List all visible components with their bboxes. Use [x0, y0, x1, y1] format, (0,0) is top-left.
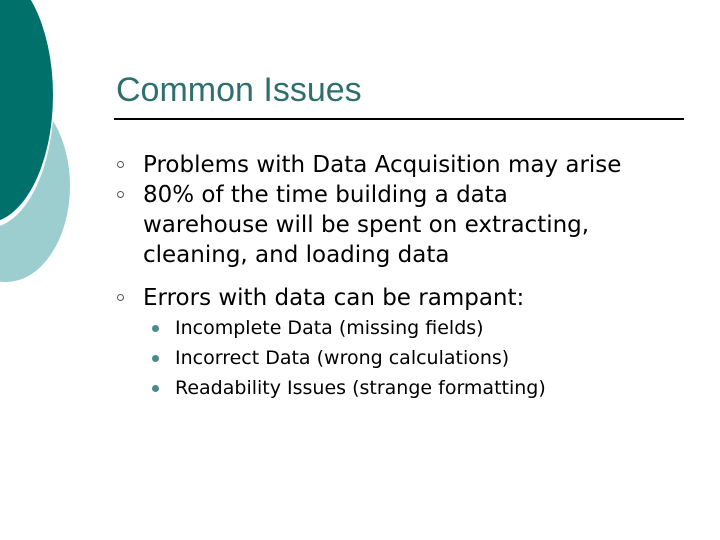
hollow-circle-bullet-icon — [117, 191, 124, 198]
hollow-circle-bullet-icon — [117, 294, 124, 301]
decorative-circles — [0, 0, 120, 300]
title-underline — [114, 118, 684, 120]
sub-bullet-text: Incorrect Data (wrong calculations) — [175, 347, 510, 369]
sub-bullet-text: Readability Issues (strange formatting) — [175, 377, 546, 399]
sub-bullet-text: Incomplete Data (missing fields) — [175, 317, 484, 339]
bullet-text: 80% of the time building a data warehouse will be spent on extracting, cleaning, and loading data — [143, 182, 590, 268]
filled-dot-bullet-icon — [152, 325, 159, 332]
filled-dot-bullet-icon — [152, 355, 159, 362]
bullet-text: Errors with data can be rampant: — [143, 285, 525, 311]
bullet-text: Problems with Data Acquisition may arise — [143, 152, 622, 178]
filled-dot-bullet-icon — [152, 385, 159, 392]
slide-title: Common Issues — [116, 71, 362, 109]
hollow-circle-bullet-icon — [117, 161, 124, 168]
